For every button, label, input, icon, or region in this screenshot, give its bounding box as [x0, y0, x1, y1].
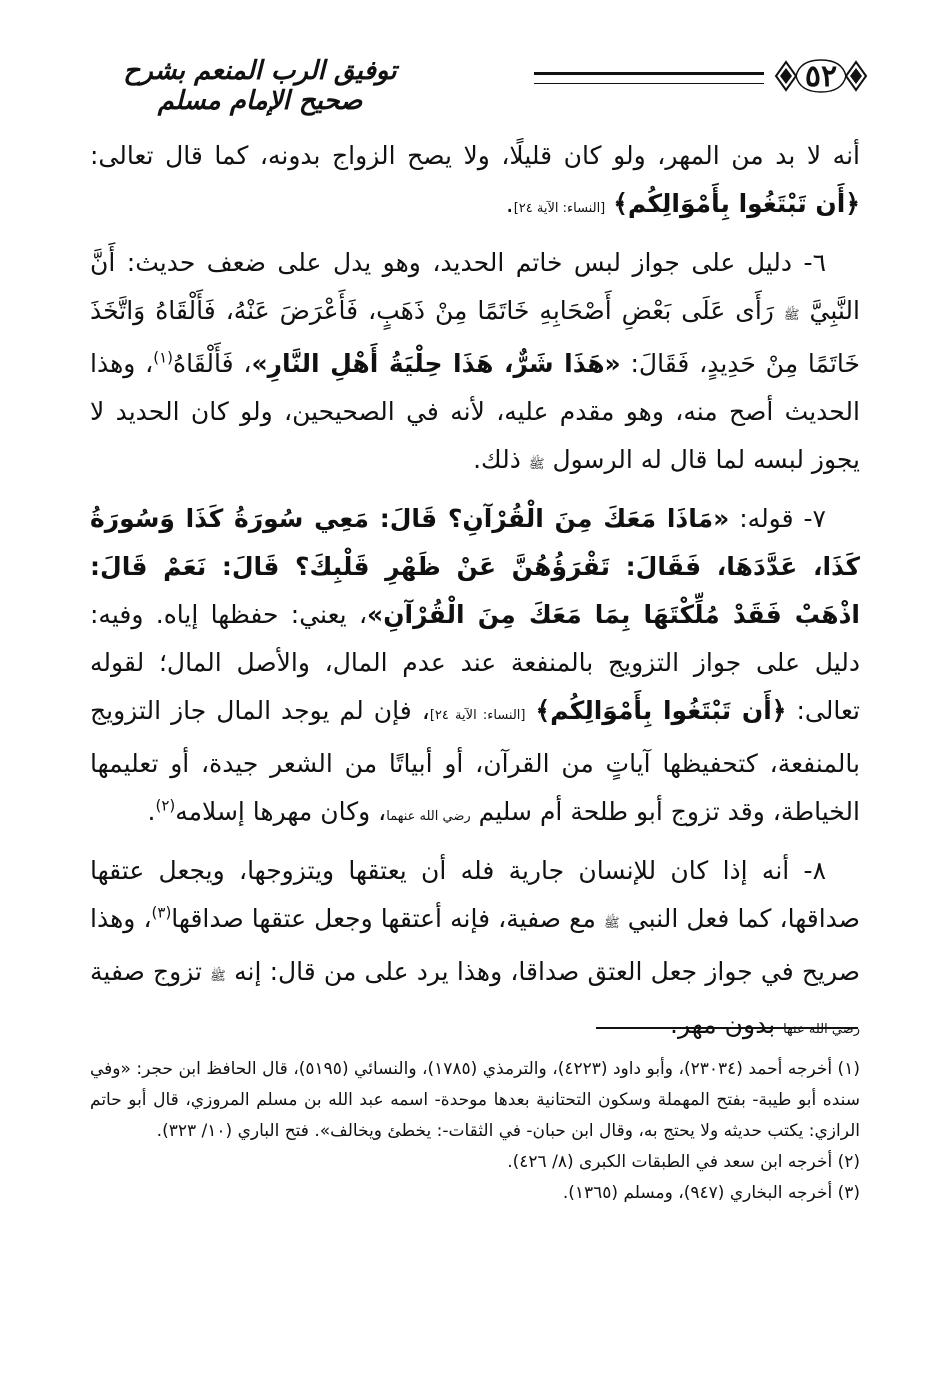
footnote-ref[interactable]: (١) — [153, 348, 173, 367]
paragraph-2: ٦- دليل على جواز لبس خاتم الحديد، وهو يدل على ضعف حديث: أَنَّ النَّبِيَّ ﷺ رَأَى عَلَى بَعْضِ أَصْحَابِهِ خَاتَمًا مِنْ ذَهَبٍ، فَأَعْرَضَ عَنْهُ، فَأَلْقَاهُ وَاتَّخَذَ خَاتَمًا مِنْ حَدِيدٍ، فَقَالَ: «هَذَا شَرٌّ، هَذَا حِلْيَةُ أَهْلِ النَّارِ»، فَأَلْقَاهُ$^{(١)}$، وهذا الحديث أصح منه، وهو مقدم عليه، لأنه في الصحيحين، ولو كان الحديد لا يجوز لبسه لما قال له الرسول ﷺ ذلك. — [90, 248, 861, 474]
salutation-icon: رضي الله عنها — [783, 1022, 860, 1037]
hadith-quote: «مَاذَا مَعَكَ مِنَ الْقُرْآنِ؟ قَالَ: مَعِي سُورَةُ كَذَا وَسُورَةُ كَذَا، عَدَّدَهَا، فَقَالَ: تَقْرَؤُهُنَّ عَنْ ظَهْرِ قَلْبِكَ؟ قَالَ: نَعَمْ قَالَ: اذْهَبْ فَقَدْ مُلِّكْتَهَا بِمَا مَعَكَ مِنَ الْقُرْآنِ» — [90, 504, 861, 629]
quran-quote: ﴿أَن تَبْتَغُوا بِأَمْوَالِكُم﴾ — [613, 189, 860, 218]
footnote-3: (٣) أخرجه البخاري (٩٤٧)، ومسلم (١٣٦٥). — [562, 1183, 860, 1203]
footnote-1: (١) أخرجه أحمد (٢٣٠٣٤)، وأبو داود (٤٢٢٣)، والترمذي (١٧٨٥)، والنسائي (٥١٩٥)، قال الحافظ ابن حجر: «وفي سنده أبو طيبة- بفتح المهملة وسكون التحتانية بعدها موحدة- اسمه عبد الله بن مسلم المروزي، قال أبو حاتم الرازي: يكتب حديثه ولا يحتج به، وقال ابن حبان- في الثقات-: يخطئ ويخالف». فتح الباري (١٠/ ٣٢٣). — [90, 1059, 860, 1141]
salutation-icon: ﷺ — [528, 457, 545, 472]
paragraph-4: ٨- أنه إذا كان للإنسان جارية فله أن يعتقها ويتزوجها، ويجعل عتقها صداقها، كما فعل النبي ﷺ مع صفية، فإنه أعتقها وجعل عتقها صداقها$^{(٣)}$، وهذا صريح في جواز جعل العتق صداقا، وهذا يرد على من قال: إنه ﷺ تزوج صفية رضي الله عنها بدون مهر. — [90, 856, 861, 1039]
header-rule — [534, 72, 764, 84]
hadith-quote: «هَذَا شَرٌّ، هَذَا حِلْيَةُ أَهْلِ النَّارِ» — [251, 349, 621, 378]
footnote-2: (٢) أخرجه ابن سعد في الطبقات الكبرى (٨/ ٤٢٦). — [507, 1152, 860, 1172]
main-text — [90, 132, 860, 1054]
page-number-box — [772, 54, 870, 98]
verse-ref: [النساء: الآية ٢٤] — [513, 201, 606, 216]
page-number: ٥٢ — [804, 58, 838, 94]
paragraph-3: ٧- قوله: «مَاذَا مَعَكَ مِنَ الْقُرْآنِ؟ قَالَ: مَعِي سُورَةُ كَذَا وَسُورَةُ كَذَا، عَدَّدَهَا، فَقَالَ: تَقْرَؤُهُنَّ عَنْ ظَهْرِ قَلْبِكَ؟ قَالَ: نَعَمْ قَالَ: اذْهَبْ فَقَدْ مُلِّكْتَهَا بِمَا مَعَكَ مِنَ الْقُرْآنِ»، يعني: حفظها إياه. وفيه: دليل على جواز التزويج بالمنفعة عند عدم المال، والأصل المال؛ لقوله تعالى: ﴿أَن تَبْتَغُوا بِأَمْوَالِكُم﴾ [النساء: الآية ٢٤]، فإن لم يوجد المال جاز التزويج بالمنفعة، كتحفيظها آياتٍ من القرآن، أو أبياتًا من الشعر جيدة، أو تعليمها الخياطة، وقد تزوج أبو طلحة أم سليم رضي الله عنهما، وكان مهرها إسلامه$^{(٢)}$. — [90, 504, 861, 826]
salutation-icon: رضي الله عنهما — [386, 809, 471, 824]
salutation-icon: ﷺ — [603, 916, 620, 931]
quran-quote: ﴿أَن تَبْتَغُوا بِأَمْوَالِكُم﴾ — [535, 696, 787, 725]
verse-ref: [النساء: الآية ٢٤] — [429, 708, 526, 723]
paragraph-1: أنه لا بد من المهر، ولو كان قليلًا، ولا يصح الزواج بدونه، كما قال تعالى: ﴿أَن تَبْتَغُوا بِأَمْوَالِكُم﴾ [النساء: الآية ٢٤]. — [90, 141, 860, 218]
footnotes — [90, 1054, 860, 1209]
book-title: توفيق الرب المنعم بشرح صحيح الإمام مسلم — [123, 56, 397, 116]
footnote-divider — [596, 1027, 858, 1029]
salutation-icon: ﷺ — [210, 969, 226, 984]
salutation-icon: ﷺ — [783, 308, 800, 323]
page-header — [80, 52, 870, 114]
footnote-ref[interactable]: (٣) — [151, 903, 172, 922]
footnote-ref[interactable]: (٢) — [155, 796, 176, 815]
